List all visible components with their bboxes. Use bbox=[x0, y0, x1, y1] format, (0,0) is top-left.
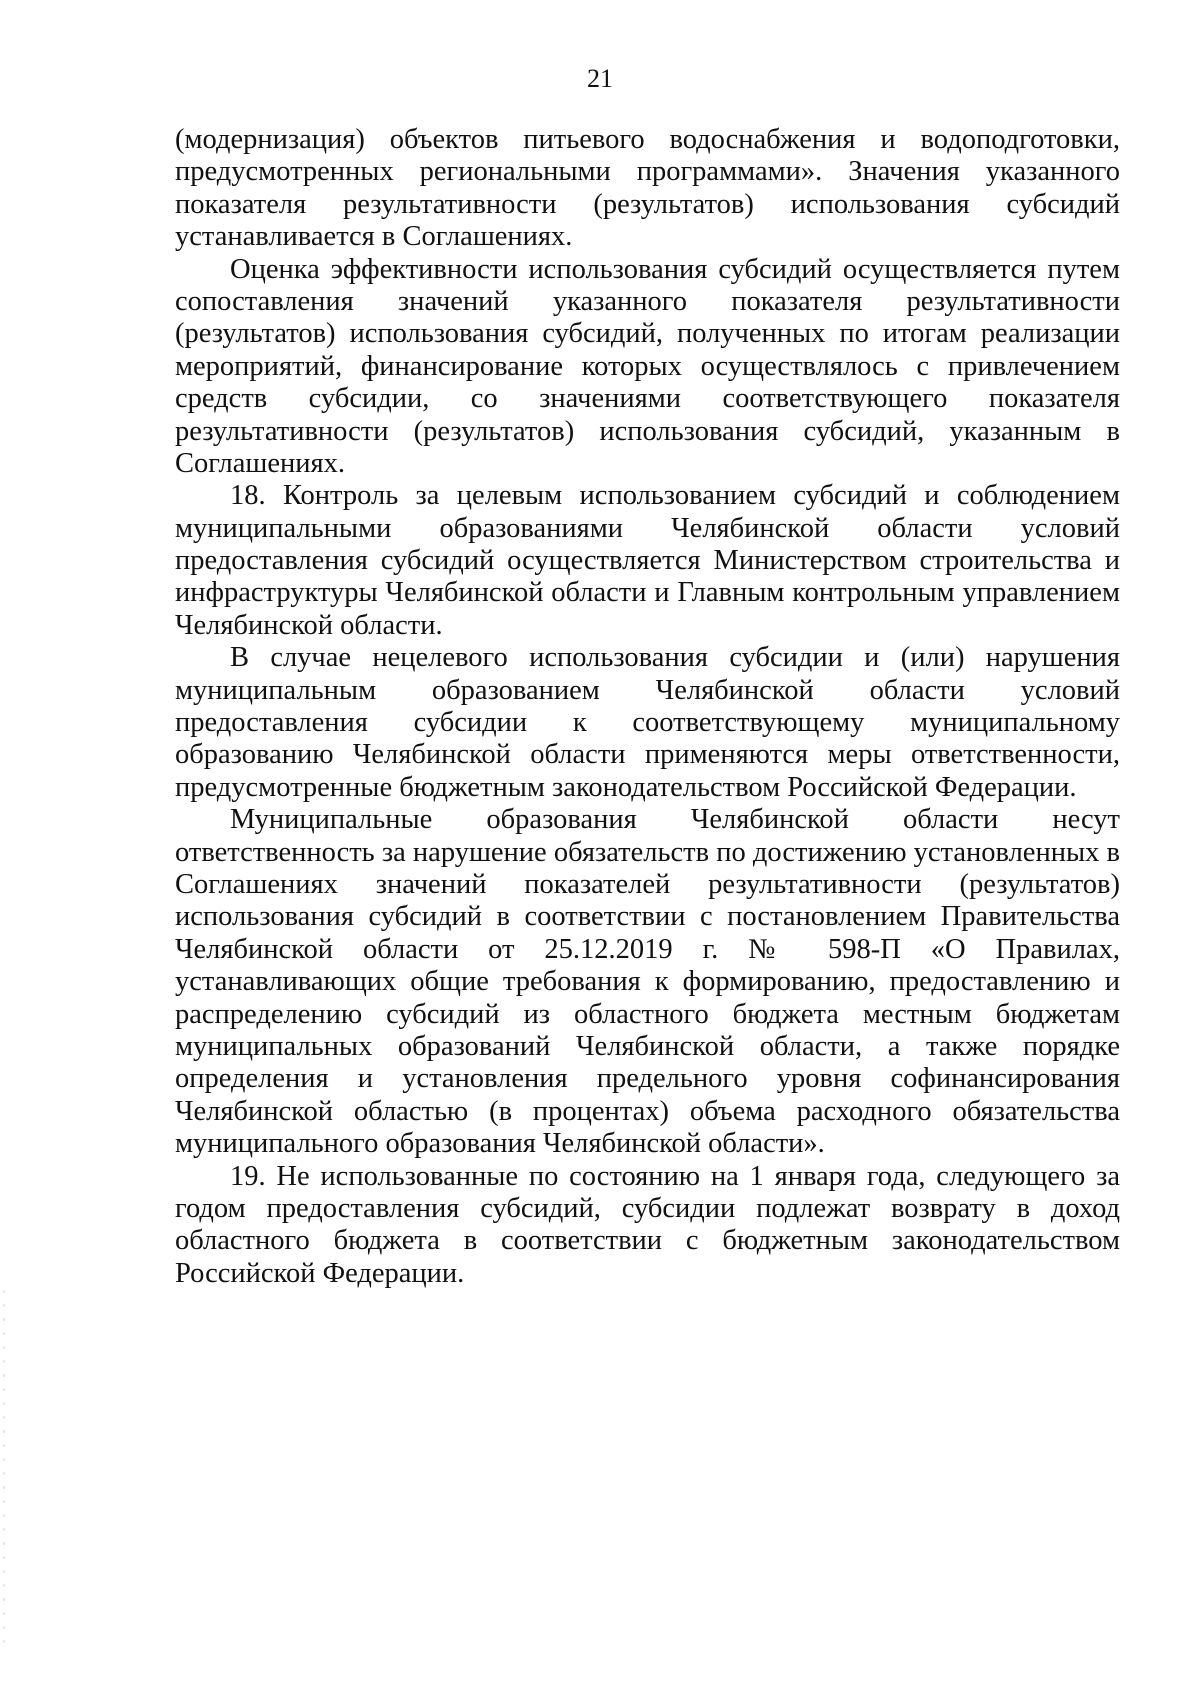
text-line: использования субсидий в соответствии с постановлением Правительства bbox=[175, 901, 1120, 933]
text-line: Российской Федерации. bbox=[175, 1257, 465, 1289]
text-line: предоставления субсидий осуществляется Министерством строительства и bbox=[175, 545, 1120, 577]
page-number: 21 bbox=[587, 64, 613, 93]
text-line: В случае нецелевого использования субсидии и (или) нарушения bbox=[230, 642, 1120, 674]
text-line: предусмотренные бюджетным законодательством Российской Федерации. bbox=[175, 771, 1077, 803]
paragraph bbox=[175, 642, 1120, 804]
text-line: результативности (результатов) использования субсидий, указанным в bbox=[175, 415, 1120, 447]
text-line: Челябинской областью (в процентах) объема расходного обязательства bbox=[175, 1095, 1120, 1127]
text-line: определения и установления предельного уровня софинансирования bbox=[175, 1063, 1120, 1095]
text-line: областного бюджета в соответствии с бюджетным законодательством bbox=[175, 1225, 1120, 1257]
paragraph bbox=[175, 124, 1120, 254]
text-line: (результатов) использования субсидий, полученных по итогам реализации bbox=[175, 318, 1120, 350]
text-line: предусмотренных региональными программами». Значения указанного bbox=[175, 156, 1120, 188]
text-line: показателя результативности (результатов) использования субсидий bbox=[175, 188, 1120, 220]
paragraph bbox=[175, 804, 1120, 1160]
text-line: Соглашениях значений показателей результативности (результатов) bbox=[175, 868, 1120, 900]
text-line: Челябинской области. bbox=[175, 609, 443, 641]
paragraph bbox=[175, 480, 1120, 642]
document-body bbox=[175, 124, 1120, 1290]
text-line: Оценка эффективности использования субсидий осуществляется путем bbox=[230, 253, 1120, 285]
text-line: Соглашениях. bbox=[175, 447, 345, 479]
text-line: мероприятий, финансирование которых осуществлялось с привлечением bbox=[175, 350, 1120, 382]
text-line: предоставления субсидии к соответствующему муниципальному bbox=[175, 707, 1120, 739]
text-line: устанавливается в Соглашениях. bbox=[175, 221, 573, 253]
text-line: (модернизация) объектов питьевого водоснабжения и водоподготовки, bbox=[175, 124, 1120, 155]
paragraph bbox=[175, 254, 1120, 481]
text-line: инфраструктуры Челябинской области и Главным контрольным управлением bbox=[175, 577, 1120, 609]
text-line: Челябинской области от 25.12.2019 г. № 598-П «О Правилах, bbox=[175, 933, 1120, 965]
text-line: сопоставления значений указанного показателя результативности bbox=[175, 285, 1120, 317]
text-line: 19. Не использованные по состоянию на 1 января года, следующего за bbox=[230, 1160, 1120, 1192]
text-line: устанавливающих общие требования к формированию, предоставлению и bbox=[175, 966, 1120, 998]
text-line: средств субсидии, со значениями соответствующего показателя bbox=[175, 383, 1120, 415]
text-line: муниципальным образованием Челябинской области условий bbox=[175, 674, 1120, 706]
text-line: годом предоставления субсидий, субсидии подлежат возврату в доход bbox=[175, 1192, 1120, 1224]
text-line: 18. Контроль за целевым использованием субсидий и соблюдением bbox=[230, 480, 1120, 512]
text-line: муниципальных образований Челябинской области, а также порядке bbox=[175, 1030, 1120, 1062]
scan-edge-marks bbox=[3, 1290, 5, 1650]
text-line: муниципального образования Челябинской области». bbox=[175, 1128, 825, 1160]
text-line: образованию Челябинской области применяются меры ответственности, bbox=[175, 739, 1120, 771]
text-line: ответственность за нарушение обязательств по достижению установленных в bbox=[175, 836, 1120, 868]
text-line: муниципальными образованиями Челябинской области условий bbox=[175, 512, 1120, 544]
text-line: распределению субсидий из областного бюджета местным бюджетам bbox=[175, 998, 1120, 1030]
text-line: Муниципальные образования Челябинской области несут bbox=[230, 804, 1120, 836]
paragraph bbox=[175, 1161, 1120, 1291]
